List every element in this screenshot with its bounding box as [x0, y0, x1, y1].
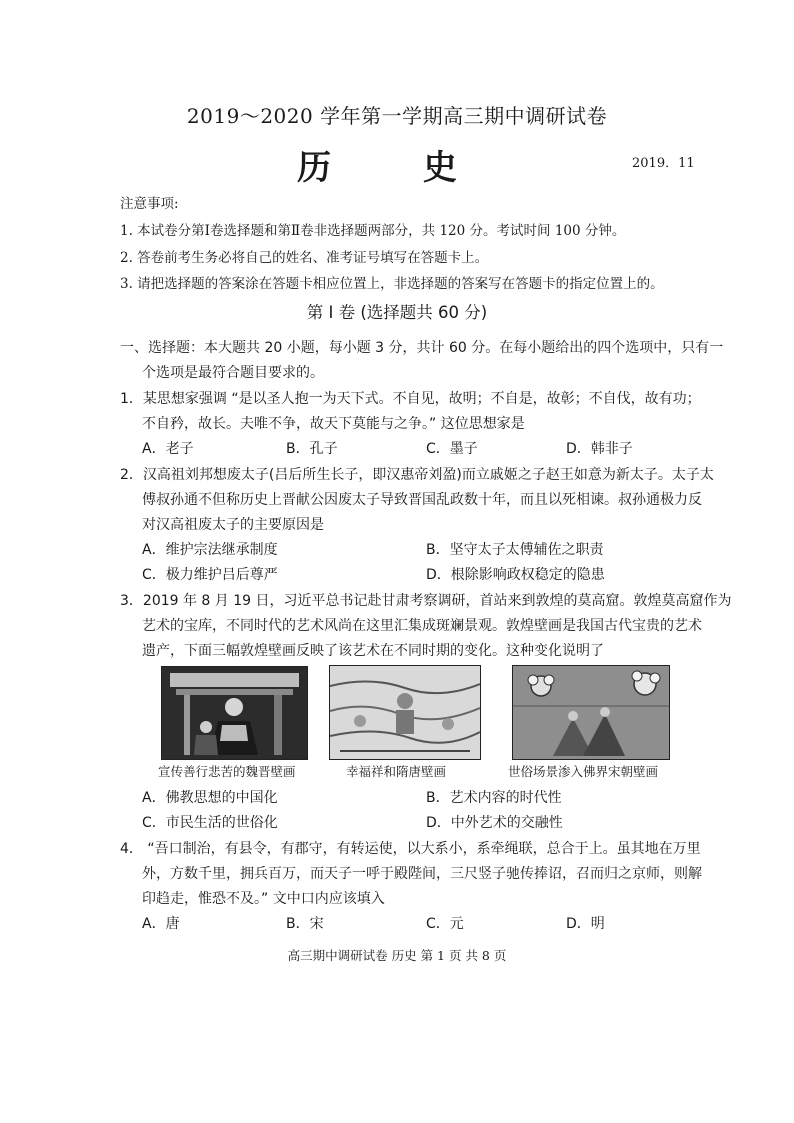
q4-option-c: C．元	[426, 916, 464, 932]
question-2-line: 2．汉高祖刘邦想废太子(吕后所生长子，即汉惠帝刘盈)而立戚姬之子赵王如意为新太子。太子太	[120, 467, 714, 483]
question-1-line: 不自矜，故长。夫唯不争，故天下莫能与之争。” 这位思想家是	[142, 416, 525, 432]
question-4-line: 4． “吾口制治，有县令，有郡守，有转运使，以大系小，系牵绳联，总合于上。虽其地在万里	[120, 841, 701, 857]
question-3-line: 3．2019 年 8 月 19 日，习近平总书记赴甘肃考察调研，首站来到敦煌的莫高窟。敦煌莫高窟作为	[120, 593, 732, 609]
note-item: 1. 本试卷分第Ⅰ卷选择题和第Ⅱ卷非选择题两部分，共 120 分。考试时间 100 分钟。	[120, 223, 626, 239]
q4-option-d: D．明	[566, 916, 605, 932]
caption-sui-tang: 幸福祥和隋唐壁画	[346, 764, 447, 779]
q2-option-b: B．坚守太子太傅辅佐之职责	[426, 542, 604, 558]
question-3-line: 遗产，下面三幅敦煌壁画反映了该艺术在不同时期的变化。这种变化说明了	[142, 643, 604, 659]
q1-option-d: D．韩非子	[566, 441, 633, 457]
q3-option-a: A．佛教思想的中国化	[142, 790, 278, 806]
note-item: 2. 答卷前考生务必将自己的姓名、准考证号填写在答题卡上。	[120, 250, 489, 266]
caption-song: 世俗场景渗入佛界宋朝壁画	[508, 764, 659, 779]
q3-option-b: B．艺术内容的时代性	[426, 790, 562, 806]
exam-title: 2019～2020 学年第一学期高三期中调研试卷	[186, 104, 608, 128]
song-mural-image	[512, 665, 670, 760]
exam-date: 2019．11	[632, 156, 695, 171]
notes-heading: 注意事项:	[120, 196, 179, 212]
page-footer: 高三期中调研试卷 历史 第 1 页 共 8 页	[287, 948, 507, 963]
caption-wei-jin: 宣传善行悲苦的魏晋壁画	[158, 764, 296, 779]
question-1-line: 1．某思想家强调 “是以圣人抱一为天下式。不自见，故明；不自是，故彰；不自伐，故有功；	[120, 391, 701, 407]
q1-option-c: C．墨子	[426, 441, 478, 457]
q2-option-c: C．极力维护吕后尊严	[142, 567, 278, 583]
q4-option-b: B．宋	[286, 916, 324, 932]
question-4-line: 外，方数千里，拥兵百万，而天子一呼于殿陛间，三尺竖子驰传捧诏，召而归之京师，则解	[142, 866, 702, 882]
q1-option-b: B．孔子	[286, 441, 338, 457]
q2-option-d: D．根除影响政权稳定的隐患	[426, 567, 605, 583]
question-2-line: 对汉高祖废太子的主要原因是	[142, 517, 324, 533]
q3-option-c: C．市民生活的世俗化	[142, 815, 278, 831]
note-item: 3. 请把选择题的答案涂在答题卡相应位置上，非选择题的答案写在答题卡的指定位置上的。	[120, 276, 664, 292]
instructions-line: 一、选择题：本大题共 20 小题，每小题 3 分，共计 60 分。在每小题给出的四个选项中，只有一	[120, 340, 724, 356]
subject-title: 历 史	[297, 148, 497, 188]
instructions-line: 个选项是最符合题目要求的。	[142, 365, 324, 381]
q2-option-a: A．维护宗法继承制度	[142, 542, 278, 558]
sui-tang-mural-image	[329, 665, 481, 760]
q3-option-d: D．中外艺术的交融性	[426, 815, 563, 831]
question-4-line: 印趋走，惟恐不及。” 文中口内应该填入	[142, 891, 385, 907]
q1-option-a: A．老子	[142, 441, 194, 457]
question-2-line: 傅叔孙通不但称历史上晋献公因废太子导致晋国乱政数十年，而且以死相谏。叔孙通极力反	[142, 492, 702, 508]
question-3-line: 艺术的宝库，不同时代的艺术风尚在这里汇集成斑斓景观。敦煌壁画是我国古代宝贵的艺术	[142, 618, 702, 634]
wei-jin-mural-image	[161, 666, 308, 760]
q4-option-a: A．唐	[142, 916, 180, 932]
section-title: 第 Ⅰ 卷 (选择题共 60 分)	[306, 303, 488, 322]
